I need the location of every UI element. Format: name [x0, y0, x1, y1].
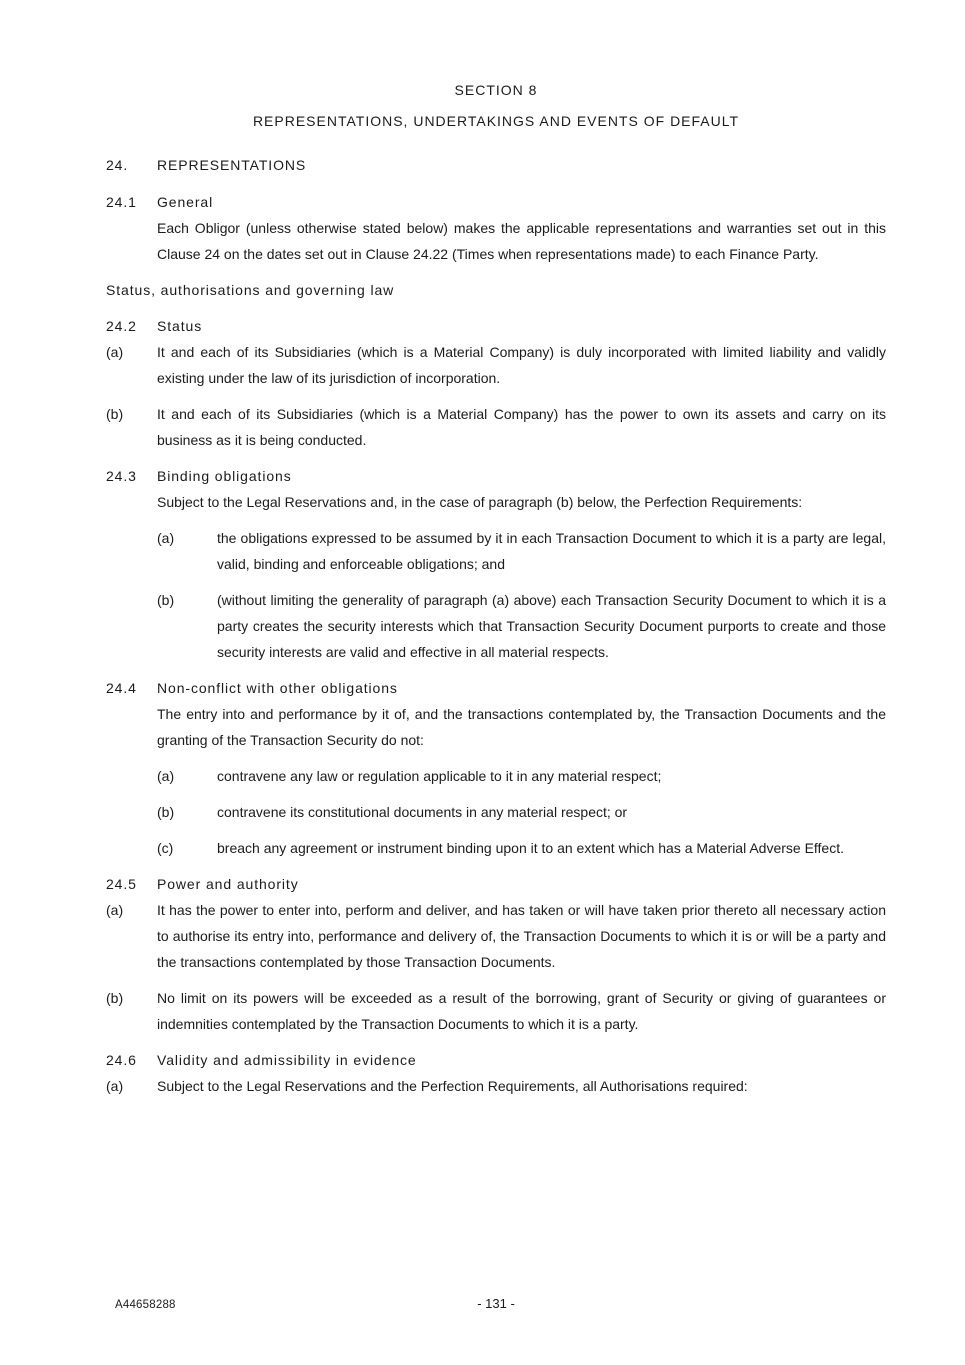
section-subtitle: REPRESENTATIONS, UNDERTAKINGS AND EVENTS OF DEFAULT: [252, 113, 740, 129]
clause-24-1-heading: [106, 189, 886, 215]
clause-24-2-para-a: [106, 339, 886, 391]
clause-24-5-para-a: [106, 897, 886, 975]
para-text: (without limiting the generality of paragraph (a) above) each Transaction Security Document to which it is a party creates the security interests which that Transaction Security Document purports to create and those security interests are valid and effective in all material respects.: [217, 592, 886, 660]
clause-24-4-heading: [106, 675, 886, 701]
para-text: No limit on its powers will be exceeded as a result of the borrowing, grant of Security or giving of guarantees or indemnities contemplated by the Transaction Documents to which it is a party.: [157, 990, 886, 1032]
clause-24-6-para-a: [106, 1073, 886, 1099]
clause-24-4-subpara-a: [157, 763, 886, 789]
clause-24-4-body: The entry into and performance by it of, and the transactions contemplated by, the Transaction Documents and the granting of the Transaction Security do not:: [157, 706, 886, 748]
clause-24-2-title: Status: [157, 318, 203, 334]
para-label: (b): [157, 804, 175, 820]
clause-24-number: 24.: [106, 157, 129, 173]
clause-24-4-title: Non-conflict with other obligations: [157, 680, 398, 696]
clause-24-2-para-b: [106, 401, 886, 453]
clause-24-3-subpara-a: [157, 525, 886, 577]
clause-24-1-body: Each Obligor (unless otherwise stated below) makes the applicable representations and warranties set out in this Clause 24 on the dates set out in Clause 24.22 (Times when representations made) to each Finance Party.: [157, 220, 886, 262]
para-text: Subject to the Legal Reservations and the Perfection Requirements, all Authorisations required:: [157, 1078, 748, 1094]
para-text: It and each of its Subsidiaries (which is a Material Company) has the power to own its assets and carry on its business as it is being conducted.: [157, 406, 886, 448]
para-label: (a): [106, 902, 124, 918]
para-label: (a): [106, 344, 124, 360]
clause-24-3-title: Binding obligations: [157, 468, 292, 484]
clause-24-3-subpara-b: [157, 587, 886, 665]
clause-24-3-number: 24.3: [106, 468, 137, 484]
clause-24-1-number: 24.1: [106, 194, 137, 210]
section-title: SECTION 8: [454, 82, 538, 98]
clause-24-heading: [106, 152, 886, 178]
clause-24-2-number: 24.2: [106, 318, 137, 334]
side-heading-status: Status, authorisations and governing law: [106, 282, 395, 298]
para-label: (b): [157, 592, 175, 608]
clause-24-5-para-b: [106, 985, 886, 1037]
para-label: (b): [106, 990, 124, 1006]
clause-24-4-subpara-b: [157, 799, 886, 825]
para-label: (b): [106, 406, 124, 422]
para-text: It and each of its Subsidiaries (which is a Material Company) is duly incorporated with limited liability and validly existing under the law of its jurisdiction of incorporation.: [157, 344, 886, 386]
clause-24-6-heading: [106, 1047, 886, 1073]
clause-24-6-number: 24.6: [106, 1052, 137, 1068]
clause-24-5-title: Power and authority: [157, 876, 299, 892]
para-text: the obligations expressed to be assumed by it in each Transaction Document to which it is a party are legal, valid, binding and enforceable obligations; and: [217, 530, 886, 572]
para-text: contravene its constitutional documents in any material respect; or: [217, 804, 628, 820]
page-number: - 131 -: [477, 1296, 515, 1311]
para-text: breach any agreement or instrument binding upon it to an extent which has a Material Adverse Effect.: [217, 840, 844, 856]
para-label: (a): [157, 768, 175, 784]
clause-24-3-body: Subject to the Legal Reservations and, in the case of paragraph (b) below, the Perfection Requirements:: [157, 494, 803, 510]
clause-24-2-heading: [106, 313, 886, 339]
clause-24-4-subpara-c: [157, 835, 886, 861]
clause-24-3-heading: [106, 463, 886, 489]
clause-24-title: REPRESENTATIONS: [157, 157, 307, 173]
clause-24-5-number: 24.5: [106, 876, 137, 892]
clause-24-5-heading: [106, 871, 886, 897]
para-label: (a): [157, 530, 175, 546]
document-reference: A44658288: [115, 1299, 176, 1311]
clause-24-1-title: General: [157, 194, 214, 210]
para-text: contravene any law or regulation applicable to it in any material respect;: [217, 768, 662, 784]
para-text: It has the power to enter into, perform and deliver, and has taken or will have taken prior thereto all necessary action to authorise its entry into, performance and delivery of, the Transaction Documents to which it is or will be a party and the transactions contemplated by those Transaction Documents.: [157, 902, 886, 970]
para-label: (c): [157, 840, 174, 856]
clause-24-4-number: 24.4: [106, 680, 137, 696]
para-label: (a): [106, 1078, 124, 1094]
clause-24-6-title: Validity and admissibility in evidence: [157, 1052, 417, 1068]
